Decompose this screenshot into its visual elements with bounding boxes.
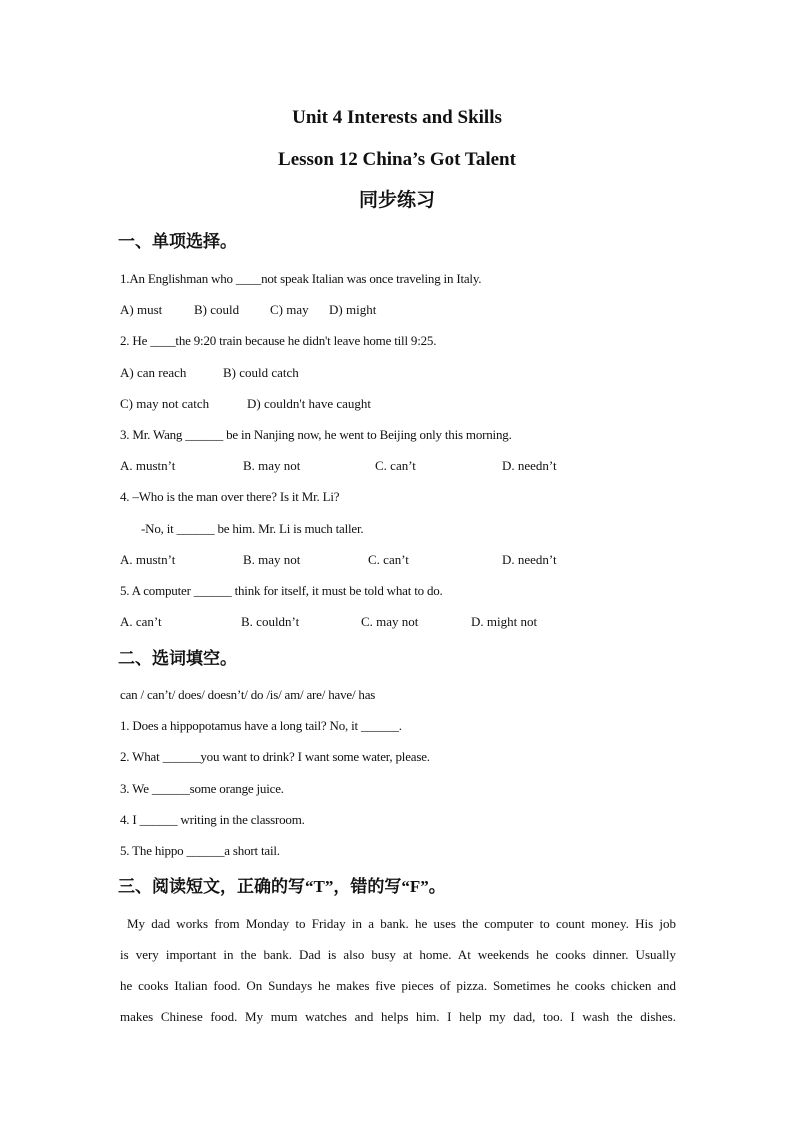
fill-item-2: 2. What ______you want to drink? I want some water, please. [120,749,430,764]
q2-option-a: A) can reach [120,365,187,380]
question-2: 2. He ____the 9:20 train because he didn't leave home till 9:25. [120,333,437,348]
q5-option-b: B. couldn’t [241,614,300,629]
q4-option-d: D. needn’t [502,552,557,567]
q5-option-a: A. can’t [120,614,162,629]
q2-option-b: B) could catch [223,365,299,380]
q5-option-c: C. may not [361,614,419,629]
section-2-heading: 二、选词填空。 [118,649,237,668]
section-3-heading: 三、阅读短文，正确的写“T”，错的写“F”。 [118,877,446,896]
reading-line-3: he cooks Italian food. On Sundays he makes five pieces of pizza. Sometimes he cooks chicken and [120,978,676,993]
question-4-part-a: 4. –Who is the man over there? Is it Mr. Li? [120,489,340,504]
q1-option-c: C) may [270,302,309,317]
question-5: 5. A computer ______ think for itself, it must be told what to do. [120,583,443,598]
fill-item-4: 4. I ______ writing in the classroom. [120,812,305,827]
question-4-part-b: -No, it ______ be him. Mr. Li is much taller. [141,521,364,536]
q3-option-b: B. may not [243,458,301,473]
fill-item-3: 3. We ______some orange juice. [120,781,284,796]
word-bank: can / can’t/ does/ doesn’t/ do /is/ am/ are/ have/ has [120,687,376,702]
fill-item-5: 5. The hippo ______a short tail. [120,843,280,858]
q3-option-d: D. needn’t [502,458,557,473]
lesson-title: Lesson 12 China’s Got Talent [278,149,516,170]
q3-option-a: A. mustn’t [120,458,176,473]
question-3: 3. Mr. Wang ______ be in Nanjing now, he went to Beijing only this morning. [120,427,512,442]
section-1-heading: 一、单项选择。 [118,232,237,251]
q3-option-c: C. can’t [375,458,416,473]
reading-line-4: makes Chinese food. My mum watches and helps him. I help my dad, too. I wash the dishes. [120,1009,676,1024]
q4-option-c: C. can’t [368,552,409,567]
q1-option-b: B) could [194,302,240,317]
q5-option-d: D. might not [471,614,538,629]
reading-line-2: is very important in the bank. Dad is also busy at home. At weekends he cooks dinner. Usually [120,947,676,962]
unit-title: Unit 4 Interests and Skills [292,107,502,128]
reading-line-1: My dad works from Monday to Friday in a bank. he uses the computer to count money. His job [127,916,676,931]
practice-title: 同步练习 [358,190,435,211]
q2-option-c: C) may not catch [120,396,210,411]
q1-option-d: D) might [329,302,377,317]
q4-option-b: B. may not [243,552,301,567]
fill-item-1: 1. Does a hippopotamus have a long tail? No, it ______. [120,718,402,733]
q4-option-a: A. mustn’t [120,552,176,567]
q2-option-d: D) couldn't have caught [247,396,371,411]
q1-option-a: A) must [120,302,163,317]
question-1: 1.An Englishman who ____not speak Italian was once traveling in Italy. [120,271,482,286]
